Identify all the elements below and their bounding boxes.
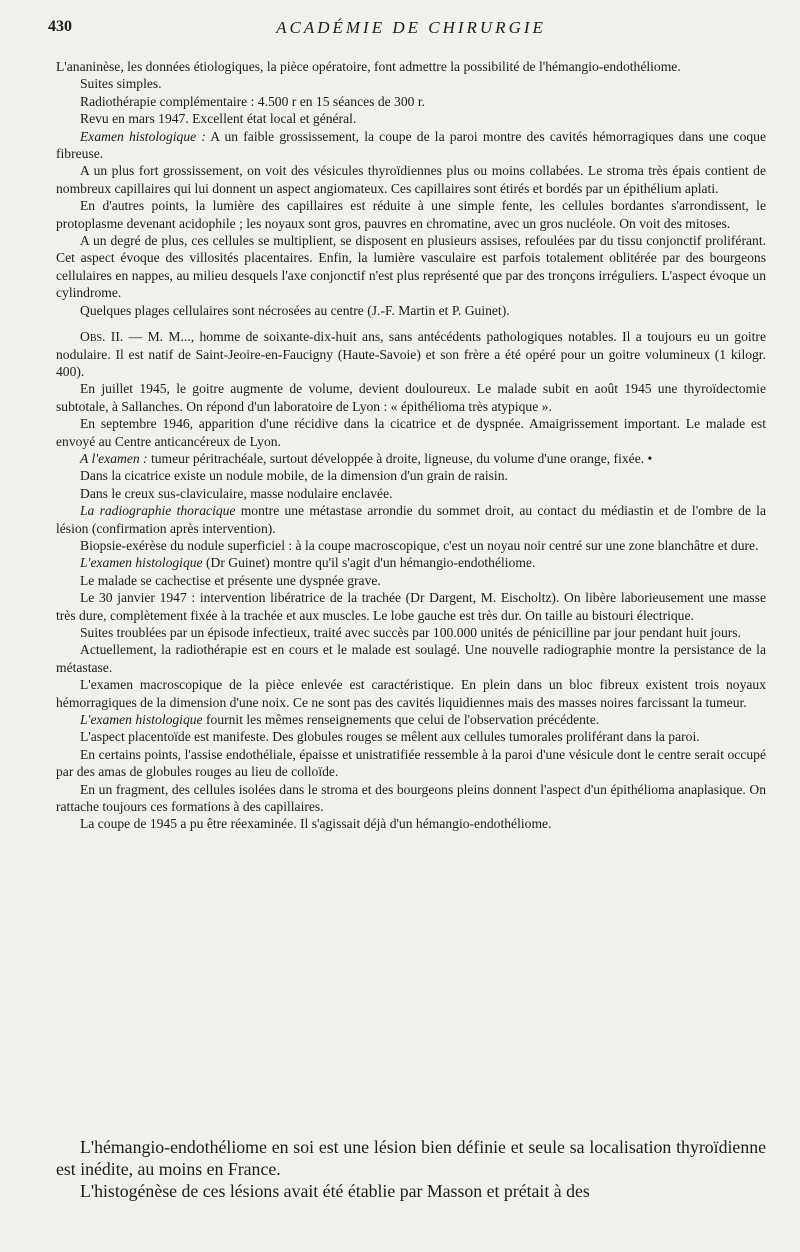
paragraph: Dans le creux sus-claviculaire, masse nodulaire enclavée. xyxy=(80,485,393,501)
paragraph: En un fragment, des cellules isolées dans le stroma et des bourgeons pleins donnent l'aspect d'un épithélioma anaplasique. On rattache toujours ces formations à des capillaires. xyxy=(56,781,766,815)
paragraph: La coupe de 1945 a pu être réexaminée. Il s'agissait déjà d'un hémangio-endothéliome. xyxy=(80,816,552,832)
paragraph: Le malade se cachectise et présente une dyspnée grave. xyxy=(80,572,381,588)
paragraph: En certains points, l'assise endothéliale, épaisse et unistratifiée ressemble à la paroi d'une vésicule dont le centre serait occupé par des amas de globules rouges au lieu de colloïde. xyxy=(56,746,766,780)
paragraph: Biopsie-exérèse du nodule superficiel : à la coupe macroscopique, c'est un noyau noir centré sur une zone blanchâtre et dure. xyxy=(80,537,759,553)
paragraph xyxy=(56,450,766,467)
paragraph: A un plus fort grossissement, on voit des vésicules thyroïdiennes plus ou moins collabées. Le stroma très épais contient de nombreux capillaires qui lui donnent un aspect angiomateux. Ces capillaires sont étirés et bordés par un épithélium aplati. xyxy=(56,163,766,196)
paragraph-text: A un faible grossissement, la coupe de la paroi montre des cavités hémorragiques dans une coque fibreuse. xyxy=(56,128,766,162)
paragraph: Suites simples. xyxy=(80,76,162,92)
paragraph: Actuellement, la radiothérapie est en cours et le malade est soulagé. Une nouvelle radiographie montre la persistance de la métastase. xyxy=(56,642,766,675)
paragraph: Quelques plages cellulaires sont nécrosées au centre (J.-F. Martin et P. Guinet). xyxy=(80,302,510,318)
paragraph xyxy=(56,711,766,728)
running-title: ACADÉMIE DE CHIRURGIE xyxy=(276,18,546,37)
paragraph-text: — M. M..., homme de soixante-dix-huit ans, sans antécédents pathologiques notables. Il a toujours eu un goitre nodulaire. Il est natif de Saint-Jeoire-en-Faucigny (Haute-Savoie) et son frère a été opéré pour un goitre volumineux (1 kilogr. 400). xyxy=(56,329,766,379)
paragraph: Radiothérapie complémentaire : 4.500 r en 15 séances de 300 r. xyxy=(80,93,426,109)
section-label: L'examen histologique xyxy=(80,712,203,728)
paragraph: L'examen macroscopique de la pièce enlevée est caractéristique. En plein dans un bloc fibreux existent trois noyaux hémorragiques de la dimension d'une noix. Ce ne sont pas des cavités liquidiennes mais des masses noires farcissant la tumeur. xyxy=(56,677,766,710)
paragraph-text: fournit les mêmes renseignements que celui de l'observation précédente. xyxy=(202,712,600,728)
paragraph: Dans la cicatrice existe un nodule mobile, de la dimension d'un grain de raisin. xyxy=(80,468,508,484)
article-body xyxy=(56,58,766,833)
paragraph xyxy=(56,502,766,537)
conclusion-section xyxy=(56,1136,766,1202)
page-header xyxy=(48,18,774,42)
section-label: La radiographie thoracique xyxy=(80,503,236,519)
paragraph xyxy=(56,328,766,380)
paragraph: Suites troublées par un épisode infectieux, traité avec succès par 100.000 unités de pénicilline par jour pendant huit jours. xyxy=(80,625,741,640)
paragraph: En juillet 1945, le goitre augmente de volume, devient douloureux. Le malade subit en août 1945 une thyroïdectomie subtotale, à Sallanches. On répond d'un laboratoire de Lyon : « épithélioma très atypique ». xyxy=(56,381,766,414)
section-label: L'examen histologique xyxy=(80,555,203,571)
paragraph-text: tumeur péritrachéale, surtout développée à droite, ligneuse, du volume d'une orange, fixée. • xyxy=(147,450,653,466)
paragraph-text: (Dr Guinet) montre qu'il s'agit d'un hémangio-endothéliome. xyxy=(202,555,536,571)
paragraph: L'histogénèse de ces lésions avait été établie par Masson et prétait à des xyxy=(80,1181,590,1201)
paragraph: Revu en mars 1947. Excellent état local et général. xyxy=(80,111,357,127)
paragraph: L'ananinèse, les données étiologiques, la pièce opératoire, font admettre la possibilité de l'hémangio-endothéliome. xyxy=(56,59,681,74)
paragraph: L'aspect placentoïde est manifeste. Des globules rouges se mêlent aux cellules tumorales proliférant dans la paroi. xyxy=(80,729,700,745)
paragraph: A un degré de plus, ces cellules se multiplient, se disposent en plusieurs assises, refoulées par du tissu conjonctif proliférant. Cet aspect évoque des villosités placentaires. Enfin, la lumière vasculaire est parfois totalement oblitérée par des bourgeons cellulaires en nappes, au milieu desquels l'axe conjonctif n'est plus représenté que par des tronçons irréguliers. L'aspect évoque un cylindrome. xyxy=(56,233,766,301)
section-label: A l'examen : xyxy=(80,450,148,466)
paragraph xyxy=(56,128,766,163)
paragraph xyxy=(56,554,766,571)
paragraph: En septembre 1946, apparition d'une récidive dans la cicatrice et de dyspnée. Amaigrissement important. Le malade est envoyé au Centre anticancéreux de Lyon. xyxy=(56,416,766,449)
page-number: 430 xyxy=(48,18,72,35)
section-label: Examen histologique : xyxy=(80,128,206,144)
paragraph: Le 30 janvier 1947 : intervention libératrice de la trachée (Dr Dargent, M. Eischoltz). On libère laborieusement une masse très dure, complètement fixée à la trachée et aux muscles. Le lobe gauche est très dur. On taille au bistouri électrique. xyxy=(56,590,766,623)
paragraph: En d'autres points, la lumière des capillaires est réduite à une simple fente, les cellules bordantes s'arrondissent, le protoplasme devenant acidophile ; les noyaux sont gros, pauvres en chromatine, avec un gros nucléole. On voit des mitoses. xyxy=(56,198,766,231)
paragraph: L'hémangio-endothéliome en soi est une lésion bien définie et seule sa localisation thyroïdienne est inédite, au moins en France. xyxy=(56,1137,766,1179)
paragraph-text: montre une métastase arrondie du sommet droit, au contact du médiastin et de l'ombre de la lésion (confirmation après intervention). xyxy=(56,503,766,536)
observation-label: Obs. II. xyxy=(80,329,124,345)
